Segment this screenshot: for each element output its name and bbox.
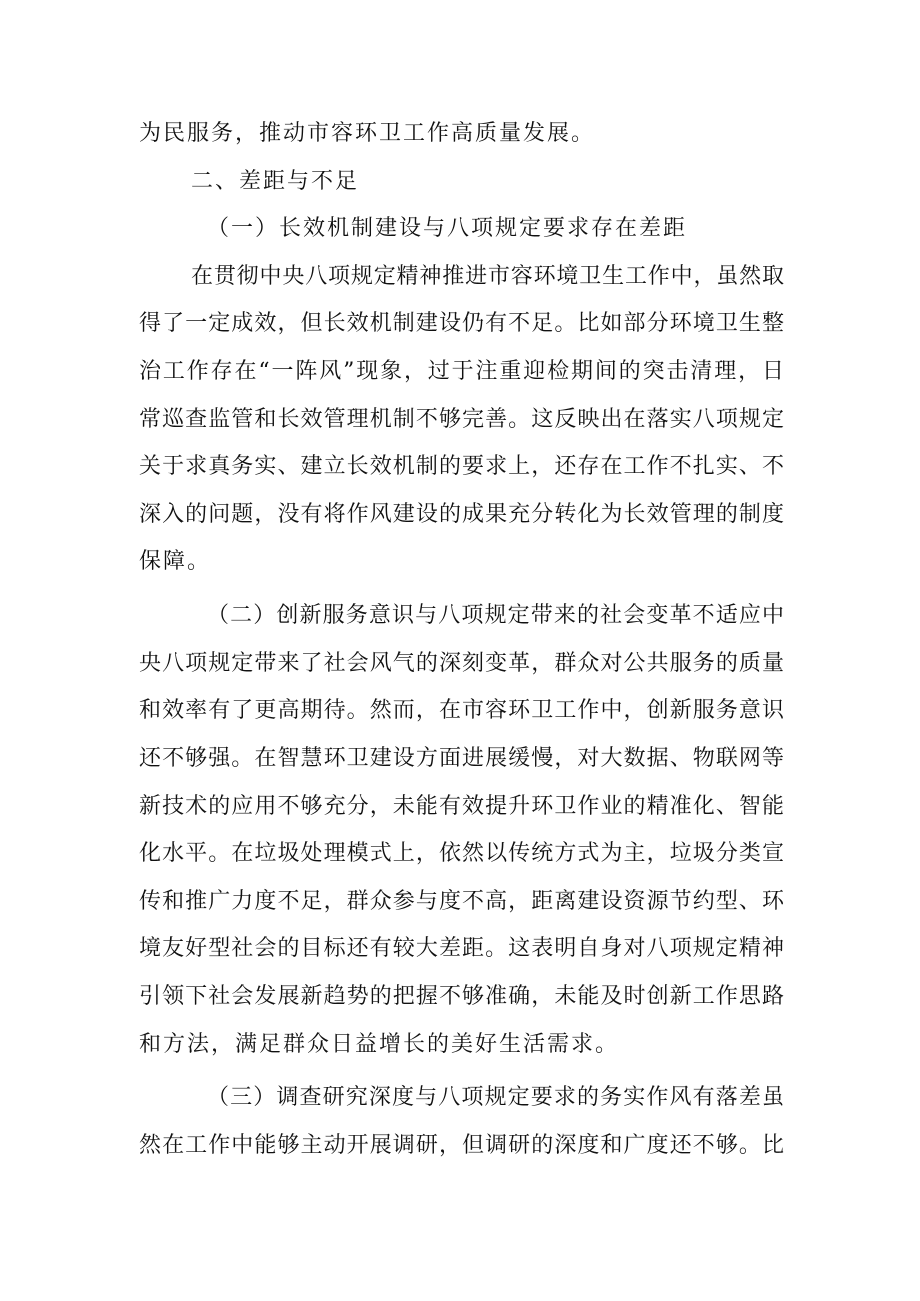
paragraph-1-line: 在贯彻中央八项规定精神推进市容环境卫生工作中，虽然取 (191, 264, 784, 289)
paragraph-2-line: 引领下社会发展新趋势的把握不够准确，未能及时创新工作思路 (139, 984, 784, 1009)
paragraph-1-line: 关于求真务实、建立长效机制的要求上，还存在工作不扎实、不 (139, 454, 784, 479)
paragraph-2-line: 和方法，满足群众日益增长的美好生活需求。 (139, 1032, 620, 1057)
paragraph-2-line: 央八项规定带来了社会风气的深刻变革，群众对公共服务的质量 (139, 651, 784, 676)
subsection-heading-1: （一）长效机制建设与八项规定要求存在差距 (207, 216, 688, 241)
paragraph-2-line: 传和推广力度不足，群众参与度不高，距离建设资源节约型、环 (139, 889, 784, 914)
paragraph-1-line: 得了一定成效，但长效机制建设仍有不足。比如部分环境卫生整 (139, 311, 784, 336)
paragraph-1-line: 保障。 (139, 549, 212, 574)
paragraph-1-line: 深入的问题，没有将作风建设的成果充分转化为长效管理的制度 (139, 502, 784, 527)
section-heading: 二、差距与不足 (191, 169, 360, 194)
paragraph-1-line: 常巡查监管和长效管理机制不够完善。这反映出在落实八项规定 (139, 407, 784, 432)
subsection-heading-3: （三）调查研究深度与八项规定要求的务实作风有落差虽 (207, 1085, 784, 1110)
paragraph-2-line: 境友好型社会的目标还有较大差距。这表明自身对八项规定精神 (139, 936, 784, 961)
paragraph-2-line: 化水平。在垃圾处理模式上，依然以传统方式为主，垃圾分类宣 (139, 841, 784, 866)
subsection-heading-2: （二）创新服务意识与八项规定带来的社会变革不适应中 (207, 603, 784, 628)
paragraph-1-line: 治工作存在“一阵风”现象，过于注重迎检期间的突击清理，日 (139, 359, 784, 384)
paragraph-2-line: 新技术的应用不够充分，未能有效提升环卫作业的精准化、智能 (139, 794, 784, 819)
paragraph-3-line: 然在工作中能够主动开展调研，但调研的深度和广度还不够。比 (139, 1133, 784, 1158)
text-line-continuation: 为民服务，推动市容环卫工作高质量发展。 (139, 121, 596, 146)
paragraph-2-line: 还不够强。在智慧环卫建设方面进展缓慢，对大数据、物联网等 (139, 746, 784, 771)
paragraph-2-line: 和效率有了更高期待。然而，在市容环卫工作中，创新服务意识 (139, 698, 784, 723)
